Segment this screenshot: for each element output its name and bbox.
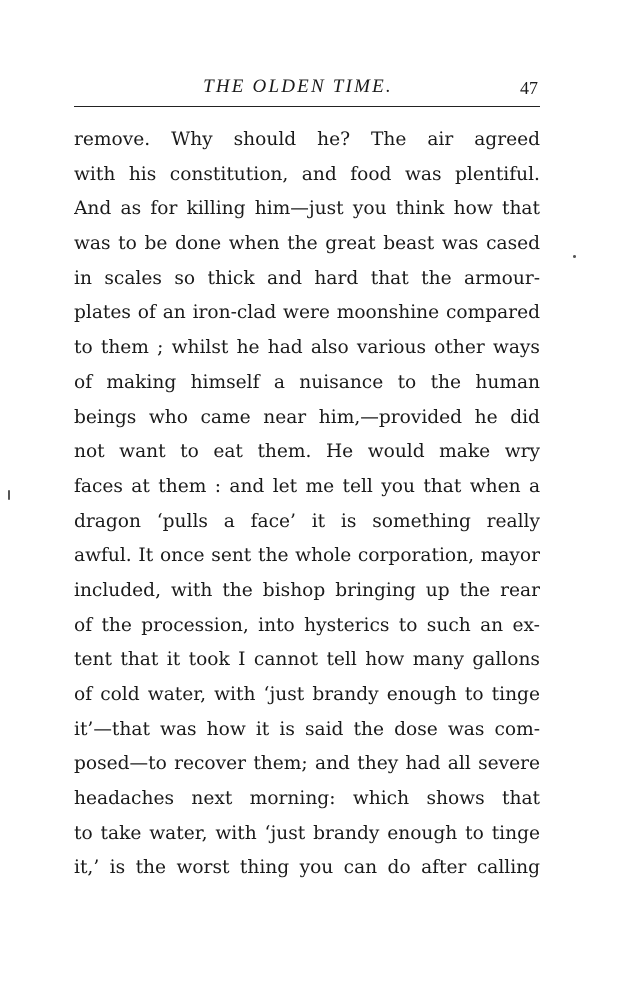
text-line: in scales so thick and hard that the armour- [74,267,540,289]
running-head [72,76,542,102]
running-title: THE OLDEN TIME. [203,76,393,97]
text-line: headaches next morning: which shows that [74,788,540,810]
text-line: of making himself a nuisance to the human [74,371,540,393]
text-line: to them ; whilst he had also various other ways [74,337,540,359]
text-line: not want to eat them. He would make wry [74,441,540,463]
body-text [74,123,540,886]
margin-speck [8,490,10,500]
text-line: dragon ‘pulls a face’ it is something really [74,510,540,532]
text-line: plates of an iron-clad were moonshine compared [74,302,540,324]
text-line: tent that it took I cannot tell how many gallons [74,649,540,671]
text-line: with his constitution, and food was plentiful. [74,163,540,185]
text-line: beings who came near him,—provided he did [74,406,540,428]
text-line: awful. It once sent the whole corporation, mayor [74,545,540,567]
text-line: faces at them : and let me tell you that when a [74,475,540,497]
text-line: included, with the bishop bringing up the rear [74,579,540,601]
text-line: posed—to recover them; and they had all severe [74,753,540,775]
text-line: And as for killing him—just you think how that [74,198,540,220]
text-line: was to be done when the great beast was cased [74,233,540,255]
text-line: to take water, with ‘just brandy enough to tinge [74,822,540,844]
text-line: of the procession, into hysterics to such an ex- [74,614,540,636]
text-line: of cold water, with ‘just brandy enough to tinge [74,684,540,705]
header-rule [74,106,540,107]
margin-speck [573,255,576,258]
text-line: it,’ is the worst thing you can do after calling [74,857,540,879]
page-number: 47 [520,78,538,98]
text-line: it’—that was how it is said the dose was com- [74,718,540,740]
text-line: remove. Why should he? The air agreed [74,129,540,150]
